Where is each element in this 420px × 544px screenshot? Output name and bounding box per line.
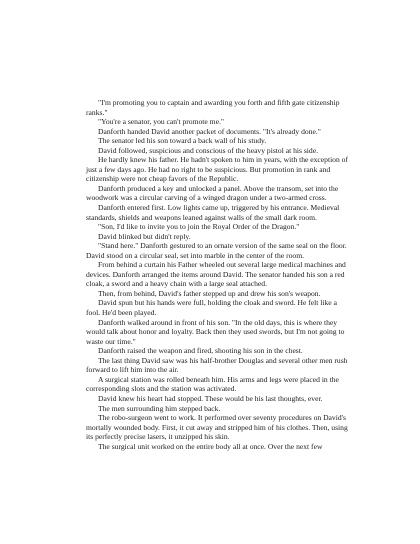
paragraph: Then, from behind, David's father stepped up and drew his son's weapon. [98,288,321,298]
paragraph: Danforth handed David another packet of documents. "It's already done." [98,126,321,136]
paragraph: From behind a curtain his Father wheeled out several large medical machines and devices. Danforth arranged the items around David. The senator handed his son a red cloak, a sword and a heavy chain with a large seal attached. [86,260,346,289]
paragraph: The surgical unit worked on the entire body all at once. Over the next few [98,441,323,451]
paragraph: David knew his heart had stopped. These would be his last thoughts, ever. [98,393,323,403]
paragraph: A surgical station was rolled beneath him. His arms and legs were placed in the corresponding slots and the station was activated. [86,374,339,394]
paragraph: The men surrounding him stepped back. [98,403,221,413]
paragraph: The senator led his son toward a back wall of his study. [98,136,267,146]
paragraph: David followed, suspicious and conscious of the heavy pistol at his side. [98,145,318,155]
paragraph: "I'm promoting you to captain and awarding you forth and fifth gate citizenship ranks." [86,98,340,117]
paragraph: Danforth walked around in front of his son. "In the old days, this is where they would talk about honor and loyalty. Back then they used swords, but I'm not going to waste our time." [86,317,345,346]
paragraph: Danforth produced a key and unlocked a panel. Above the transom, set into the woodwork was a circular carving of a winged dragon under a two-armed cross. [86,183,339,203]
paragraph: "You're a senator, you can't promote me." [98,117,224,127]
body-text [86,98,348,451]
paragraph: Danforth raised the weapon and fired, shooting his son in the chest. [98,346,303,356]
paragraph: The last thing David saw was his half-brother Douglas and several other men rush forward to lift him into the air. [86,355,348,375]
paragraph: The robo-surgeon went to work. It performed over seventy procedures on David's mortally wounded body. First, it cut away and stripped him of his clothes. Then, using its perfectly precise lasers, it unzipped his skin. [86,413,348,442]
paragraph: Danforth entered first. Low lights came up, triggered by his entrance. Medieval standards, shields and weapons leaned against walls of the small dark room. [86,203,340,222]
paragraph: David blinked but didn't reply. [98,231,191,241]
paragraph: "Son, I'd like to invite you to join the Royal Order of the Dragon." [98,222,300,232]
paragraph: He hardly knew his father. He hadn't spoken to him in years, with the exception of just a few days ago. He had no right to be suspicious. But promotion in rank and citizenship were not cheap favors of the Republic. [86,155,349,184]
paragraph: David spun but his hands were full, holding the cloak and sword. He felt like a fool. He'd been played. [86,298,337,318]
paragraph: "Stand here." Danforth gestured to an ornate version of the same seal on the floor. David stood on a circular seal, set into marble in the center of the room. [86,241,347,260]
